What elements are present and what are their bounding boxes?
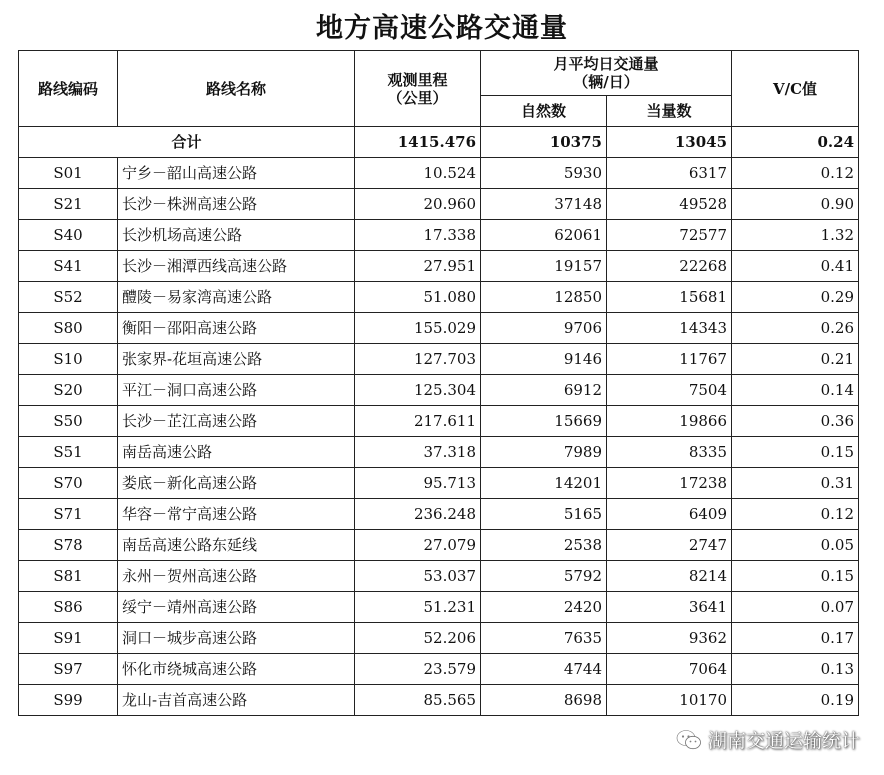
mileage-cell: 27.951 — [355, 251, 481, 282]
vc-ratio-cell: 0.36 — [732, 406, 859, 437]
table-row — [19, 623, 859, 654]
mileage-cell: 10.524 — [355, 158, 481, 189]
route-code-cell: S99 — [19, 685, 118, 716]
equivalent-count-cell: 11767 — [607, 344, 732, 375]
route-name-cell: 南岳高速公路 — [118, 437, 355, 468]
natural-count-cell: 2420 — [481, 592, 607, 623]
route-name-cell: 南岳高速公路东延线 — [118, 530, 355, 561]
table-row — [19, 499, 859, 530]
header-mileage — [355, 51, 481, 127]
table-row — [19, 437, 859, 468]
route-code-cell: S40 — [19, 220, 118, 251]
equivalent-count-cell: 7064 — [607, 654, 732, 685]
vc-ratio-cell: 0.26 — [732, 313, 859, 344]
table-row — [19, 530, 859, 561]
equivalent-count-cell: 10170 — [607, 685, 732, 716]
vc-ratio-cell: 0.19 — [732, 685, 859, 716]
equivalent-count-cell: 72577 — [607, 220, 732, 251]
total-label: 合计 — [19, 127, 355, 158]
natural-count-cell: 15669 — [481, 406, 607, 437]
mileage-cell: 53.037 — [355, 561, 481, 592]
natural-count-cell: 9146 — [481, 344, 607, 375]
equivalent-count-cell: 19866 — [607, 406, 732, 437]
vc-ratio-cell: 0.12 — [732, 499, 859, 530]
total-natural: 10375 — [481, 127, 607, 158]
route-code-cell: S41 — [19, 251, 118, 282]
natural-count-cell: 62061 — [481, 220, 607, 251]
mileage-cell: 127.703 — [355, 344, 481, 375]
wechat-icon — [676, 729, 702, 751]
route-code-cell: S70 — [19, 468, 118, 499]
vc-ratio-cell: 0.15 — [732, 561, 859, 592]
table-row — [19, 561, 859, 592]
mileage-cell: 37.318 — [355, 437, 481, 468]
table-row — [19, 654, 859, 685]
table-row — [19, 313, 859, 344]
route-code-cell: S10 — [19, 344, 118, 375]
natural-count-cell: 37148 — [481, 189, 607, 220]
table-row — [19, 282, 859, 313]
natural-count-cell: 7635 — [481, 623, 607, 654]
mileage-cell: 27.079 — [355, 530, 481, 561]
natural-count-cell: 5165 — [481, 499, 607, 530]
vc-ratio-cell: 0.07 — [732, 592, 859, 623]
vc-ratio-cell: 0.21 — [732, 344, 859, 375]
equivalent-count-cell: 8214 — [607, 561, 732, 592]
route-name-cell: 华容－常宁高速公路 — [118, 499, 355, 530]
mileage-cell: 125.304 — [355, 375, 481, 406]
natural-count-cell: 8698 — [481, 685, 607, 716]
header-vc: V/C值 — [732, 51, 859, 127]
equivalent-count-cell: 6409 — [607, 499, 732, 530]
mileage-cell: 51.080 — [355, 282, 481, 313]
route-name-cell: 怀化市绕城高速公路 — [118, 654, 355, 685]
equivalent-count-cell: 6317 — [607, 158, 732, 189]
equivalent-count-cell: 3641 — [607, 592, 732, 623]
table-row — [19, 685, 859, 716]
natural-count-cell: 14201 — [481, 468, 607, 499]
mileage-cell: 17.338 — [355, 220, 481, 251]
route-name-cell: 娄底－新化高速公路 — [118, 468, 355, 499]
watermark-text: 湖南交通运输统计 — [707, 730, 860, 752]
mileage-cell: 155.029 — [355, 313, 481, 344]
vc-ratio-cell: 0.05 — [732, 530, 859, 561]
route-code-cell: S52 — [19, 282, 118, 313]
route-code-cell: S91 — [19, 623, 118, 654]
total-mileage: 1415.476 — [355, 127, 481, 158]
table-row — [19, 220, 859, 251]
route-code-cell: S86 — [19, 592, 118, 623]
equivalent-count-cell: 17238 — [607, 468, 732, 499]
natural-count-cell: 5930 — [481, 158, 607, 189]
route-code-cell: S20 — [19, 375, 118, 406]
natural-count-cell: 2538 — [481, 530, 607, 561]
route-name-cell: 绥宁－靖州高速公路 — [118, 592, 355, 623]
equivalent-count-cell: 7504 — [607, 375, 732, 406]
mileage-cell: 217.611 — [355, 406, 481, 437]
mileage-cell: 52.206 — [355, 623, 481, 654]
mileage-cell: 95.713 — [355, 468, 481, 499]
route-code-cell: S71 — [19, 499, 118, 530]
mileage-cell: 85.565 — [355, 685, 481, 716]
vc-ratio-cell: 0.90 — [732, 189, 859, 220]
route-name-cell: 长沙机场高速公路 — [118, 220, 355, 251]
header-mileage-text: 观测里程 （公里） — [387, 70, 448, 107]
route-code-cell: S51 — [19, 437, 118, 468]
table-row — [19, 344, 859, 375]
vc-ratio-cell: 0.17 — [732, 623, 859, 654]
equivalent-count-cell: 2747 — [607, 530, 732, 561]
natural-count-cell: 4744 — [481, 654, 607, 685]
vc-ratio-cell: 0.15 — [732, 437, 859, 468]
vc-ratio-cell: 0.41 — [732, 251, 859, 282]
vc-ratio-cell: 1.32 — [732, 220, 859, 251]
vc-ratio-cell: 0.29 — [732, 282, 859, 313]
table-row — [19, 406, 859, 437]
route-code-cell: S81 — [19, 561, 118, 592]
total-equivalent: 13045 — [607, 127, 732, 158]
route-name-cell: 长沙－湘潭西线高速公路 — [118, 251, 355, 282]
mileage-cell: 20.960 — [355, 189, 481, 220]
total-row — [19, 127, 859, 158]
total-vc: 0.24 — [732, 127, 859, 158]
equivalent-count-cell: 49528 — [607, 189, 732, 220]
natural-count-cell: 9706 — [481, 313, 607, 344]
route-name-cell: 长沙－芷江高速公路 — [118, 406, 355, 437]
equivalent-count-cell: 9362 — [607, 623, 732, 654]
traffic-volume-table — [18, 50, 859, 716]
page-title: 地方高速公路交通量 — [316, 13, 568, 44]
header-monthly-avg-text: 月平均日交通量 （辆/日） — [553, 55, 659, 91]
table-row — [19, 468, 859, 499]
route-code-cell: S50 — [19, 406, 118, 437]
table-row — [19, 592, 859, 623]
route-code-cell: S78 — [19, 530, 118, 561]
vc-ratio-cell: 0.14 — [732, 375, 859, 406]
route-name-cell: 长沙－株洲高速公路 — [118, 189, 355, 220]
natural-count-cell: 7989 — [481, 437, 607, 468]
vc-ratio-cell: 0.31 — [732, 468, 859, 499]
route-name-cell: 龙山-吉首高速公路 — [118, 685, 355, 716]
table-row — [19, 158, 859, 189]
mileage-cell: 23.579 — [355, 654, 481, 685]
table-row — [19, 375, 859, 406]
vc-ratio-cell: 0.12 — [732, 158, 859, 189]
natural-count-cell: 6912 — [481, 375, 607, 406]
equivalent-count-cell: 14343 — [607, 313, 732, 344]
header-monthly-avg — [481, 51, 732, 96]
watermark — [676, 726, 860, 753]
route-name-cell: 洞口－城步高速公路 — [118, 623, 355, 654]
route-name-cell: 衡阳－邵阳高速公路 — [118, 313, 355, 344]
equivalent-count-cell: 22268 — [607, 251, 732, 282]
header-natural: 自然数 — [481, 96, 607, 127]
route-code-cell: S01 — [19, 158, 118, 189]
natural-count-cell: 12850 — [481, 282, 607, 313]
mileage-cell: 236.248 — [355, 499, 481, 530]
natural-count-cell: 5792 — [481, 561, 607, 592]
header-equivalent: 当量数 — [607, 96, 732, 127]
route-name-cell: 张家界-花垣高速公路 — [118, 344, 355, 375]
vc-ratio-cell: 0.13 — [732, 654, 859, 685]
route-name-cell: 醴陵－易家湾高速公路 — [118, 282, 355, 313]
equivalent-count-cell: 8335 — [607, 437, 732, 468]
route-code-cell: S21 — [19, 189, 118, 220]
header-route-code: 路线编码 — [19, 51, 118, 127]
route-code-cell: S97 — [19, 654, 118, 685]
route-name-cell: 平江－洞口高速公路 — [118, 375, 355, 406]
table-row — [19, 189, 859, 220]
route-code-cell: S80 — [19, 313, 118, 344]
route-name-cell: 宁乡－韶山高速公路 — [118, 158, 355, 189]
equivalent-count-cell: 15681 — [607, 282, 732, 313]
header-route-name: 路线名称 — [118, 51, 355, 127]
table-row — [19, 251, 859, 282]
natural-count-cell: 19157 — [481, 251, 607, 282]
mileage-cell: 51.231 — [355, 592, 481, 623]
route-name-cell: 永州－贺州高速公路 — [118, 561, 355, 592]
